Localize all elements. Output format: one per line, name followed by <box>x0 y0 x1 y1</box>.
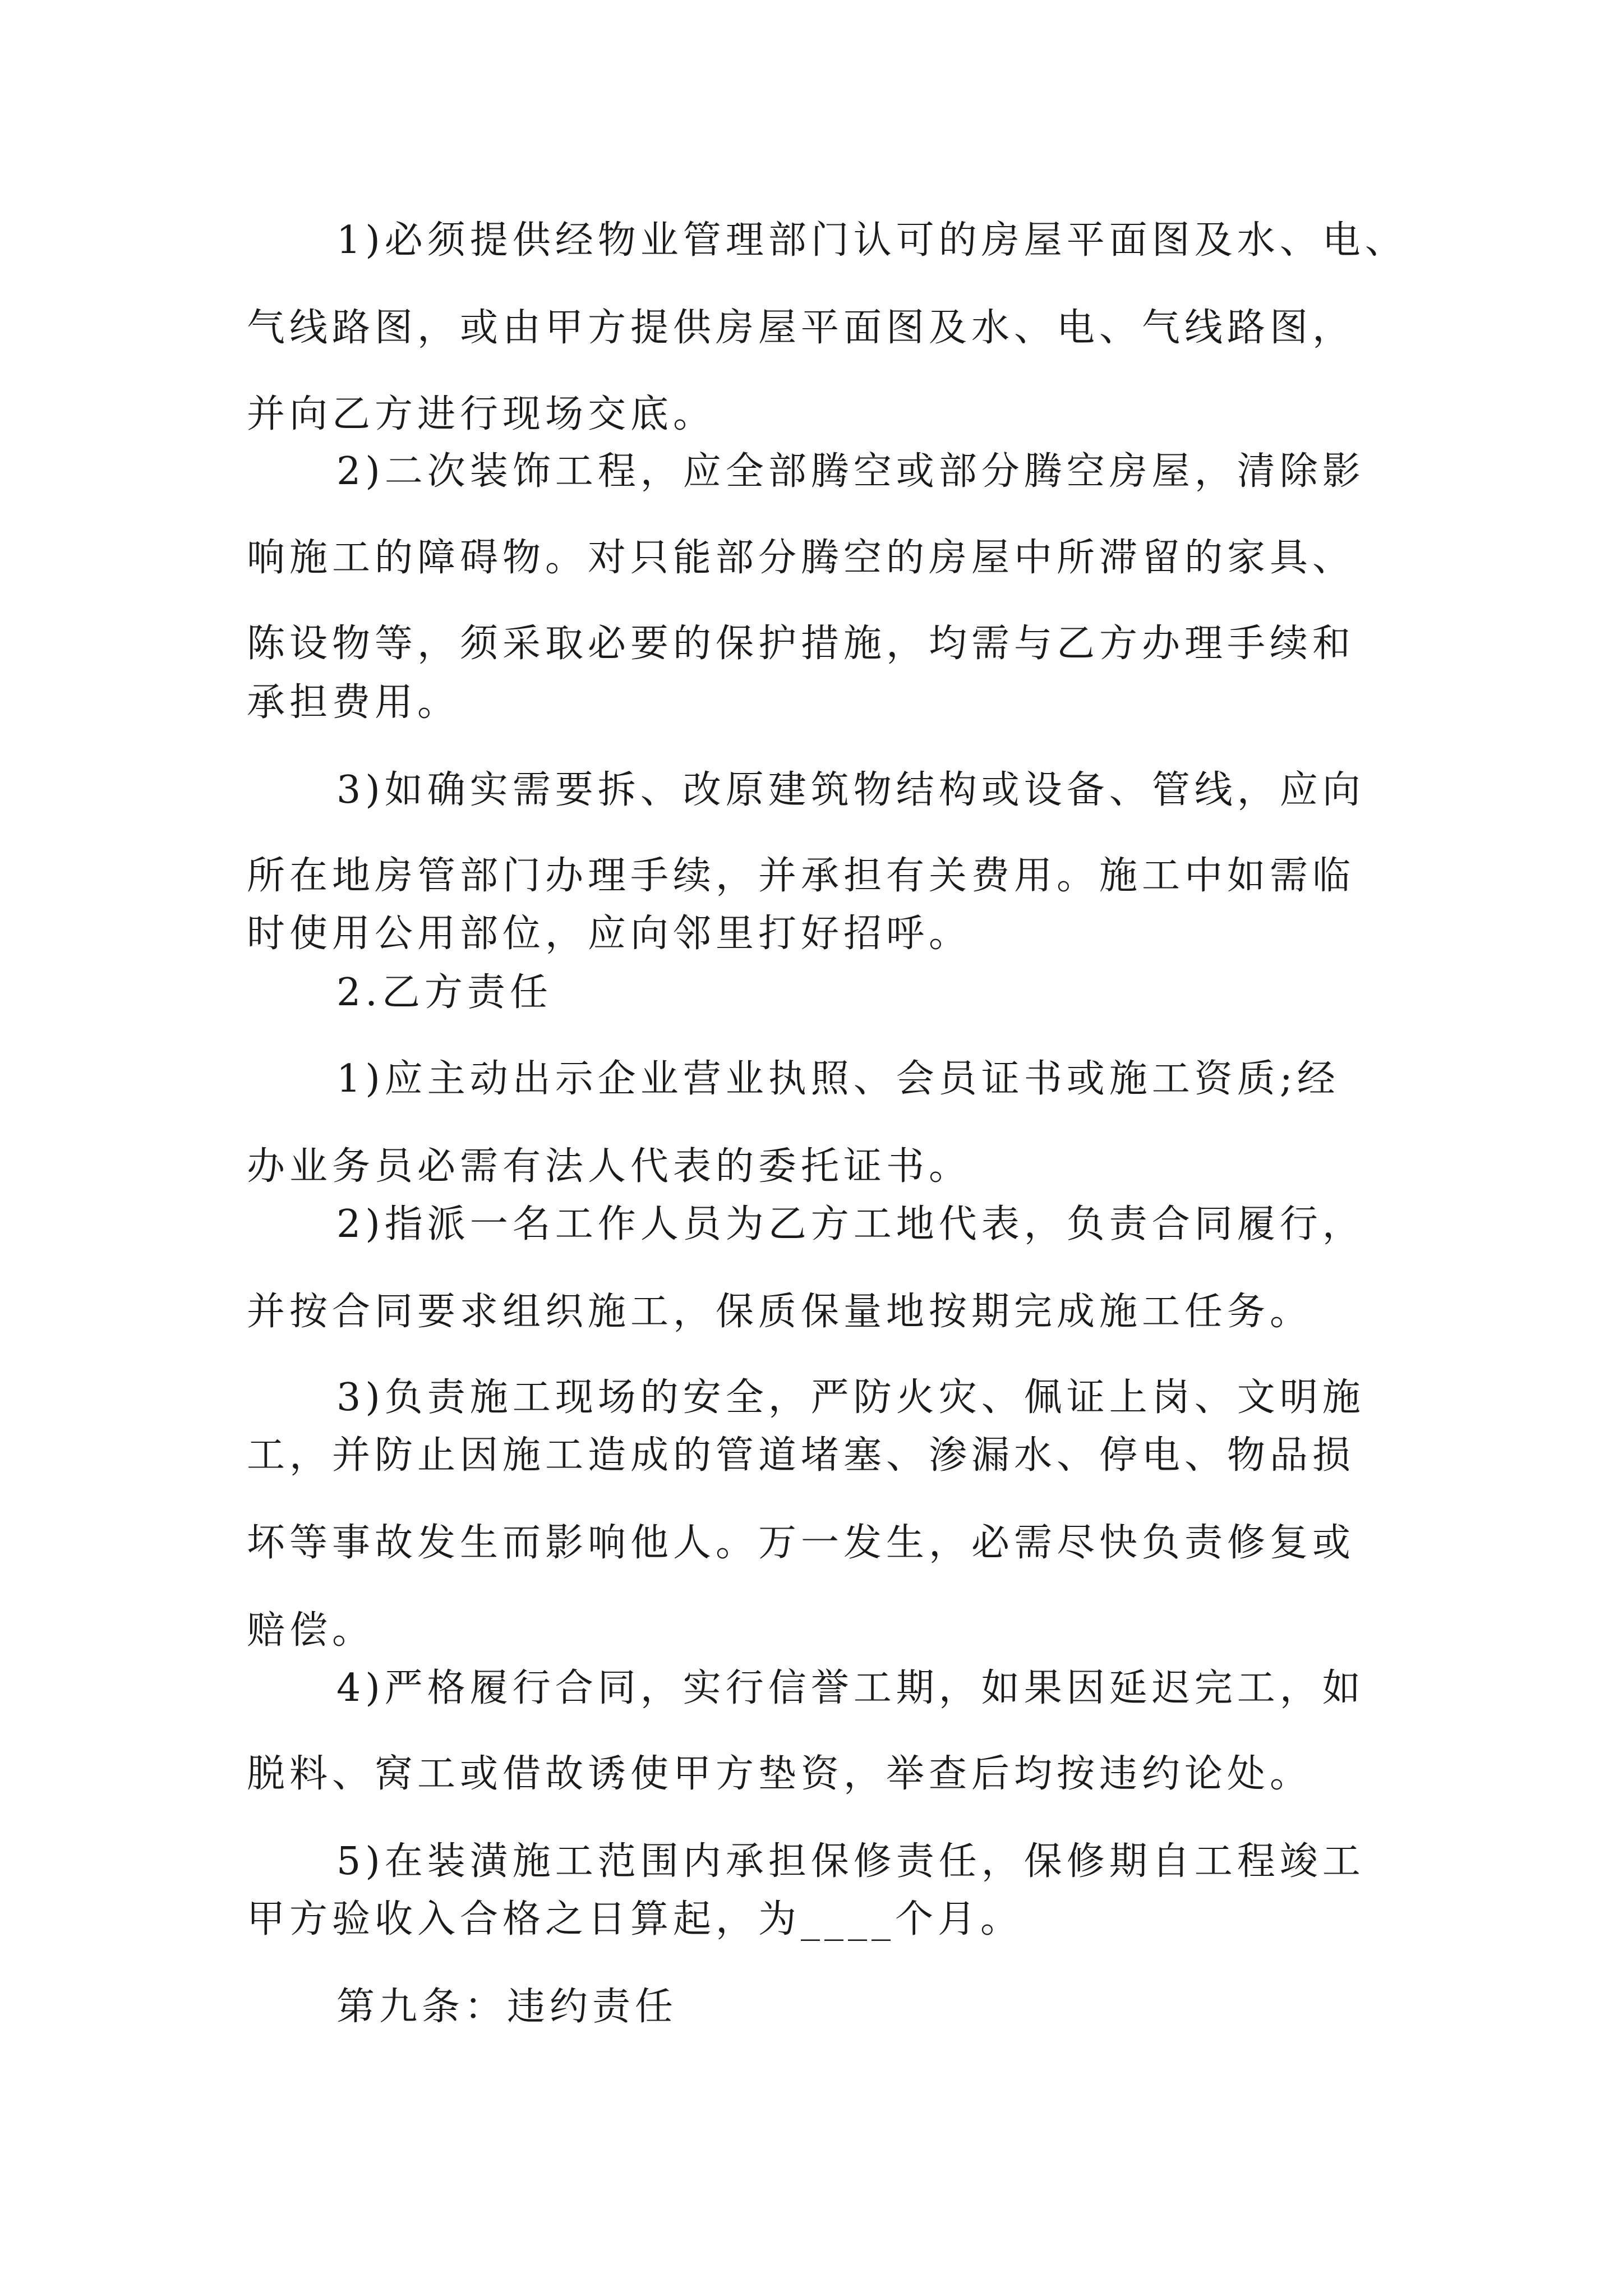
text-line-14: 2)指派一名工作人员为乙方工地代表，负责合同履行， <box>336 1202 1365 1246</box>
text-line-20: 4)严格履行合同，实行信誉工期，如果因延迟完工，如 <box>336 1666 1365 1710</box>
text-line-6: 陈设物等，须采取必要的保护措施，均需与乙方办理手续和 <box>247 622 1355 666</box>
text-line-22: 5)在装潢施工范围内承担保修责任，保修期自工程竣工 <box>336 1839 1365 1884</box>
text-line-2: 气线路图，或由甲方提供房屋平面图及水、电、气线路图， <box>247 306 1355 350</box>
text-line-10: 时使用公用部位，应向邻里打好招呼。 <box>247 912 972 956</box>
text-line-9: 所在地房管部门办理手续，并承担有关费用。施工中如需临 <box>247 854 1355 898</box>
text-line-16: 3)负责施工现场的安全，严防火灾、佩证上岗、文明施 <box>336 1375 1365 1420</box>
text-line-18: 坏等事故发生而影响他人。万一发生，必需尽快负责修复或 <box>247 1521 1355 1565</box>
text-line-12: 1)应主动出示企业营业执照、会员证书或施工资质;经 <box>336 1057 1340 1101</box>
section-heading-party-b: 2.乙方责任 <box>336 970 552 1015</box>
text-line-4: 2)二次装饰工程，应全部腾空或部分腾空房屋，清除影 <box>336 449 1365 494</box>
text-line-1: 1)必须提供经物业管理部门认可的房屋平面图及水、电、 <box>336 218 1408 263</box>
text-line-17: 工，并防止因施工造成的管道堵塞、渗漏水、停电、物品损 <box>247 1433 1355 1478</box>
text-line-7: 承担费用。 <box>247 680 460 725</box>
text-line-5: 响施工的障碍物。对只能部分腾空的房屋中所滞留的家具、 <box>247 536 1355 580</box>
text-line-8: 3)如确实需要拆、改原建筑物结构或设备、管线，应向 <box>336 768 1365 812</box>
text-line-13: 办业务员必需有法人代表的委托证书。 <box>247 1144 972 1189</box>
text-line-15: 并按合同要求组织施工，保质保量地按期完成施工任务。 <box>247 1290 1313 1334</box>
text-line-21: 脱料、窝工或借故诱使甲方垫资，举查后均按违约论处。 <box>247 1752 1313 1796</box>
text-line-3: 并向乙方进行现场交底。 <box>247 392 716 436</box>
text-line-19: 赔偿。 <box>247 1608 375 1653</box>
section-heading-article-9: 第九条：违约责任 <box>336 1985 678 2029</box>
text-line-23: 甲方验收入合格之日算起，为____个月。 <box>247 1897 1023 1941</box>
